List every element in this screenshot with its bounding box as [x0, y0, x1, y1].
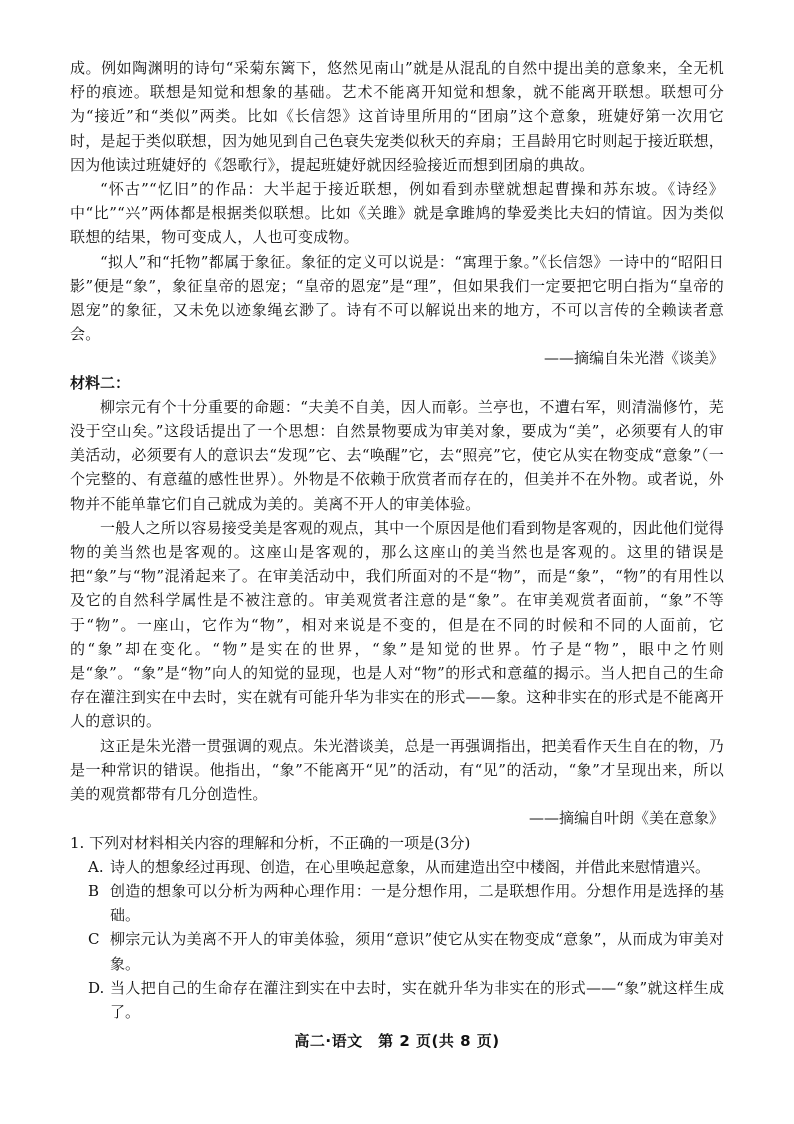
option-label: D. [88, 978, 105, 997]
option-text: 当人把自己的生命存在灌注到实在中去时，实在就升华为非实在的形式——“象”就这样生成了。 [110, 978, 724, 1021]
material-one-paragraph-nostalgia: “怀古”“忆旧”的作品：大半起于接近联想，例如看到赤壁就想起曹操和苏东坡。《诗经》中“比”“兴”两体都是根据类似联想。比如《关雎》就是拿雎鸠的挚爱类比夫妇的情谊。因为类似联想的结果，物可变成人，人也可变成物。 [70, 180, 724, 247]
question-1-options [70, 855, 724, 1024]
question-1-option-b[interactable] [88, 879, 724, 927]
question-1-option-c[interactable] [88, 927, 724, 975]
material-one-paragraph-symbolism: “拟人”和“托物”都属于象征。象征的定义可以说是：“寓理于象。”《长信怨》一诗中的“昭阳日影”便是“象”，象征皇帝的恩宠；“皇帝的恩宠”是“理”，但如果我们一定要把它明白指为“皇帝的恩宠”的象征，又未免以迹象绳玄渺了。诗有不可以解说出来的地方，不可以言传的全赖读者意会。 [70, 252, 724, 344]
material-two-paragraph-3: 这正是朱光潜一贯强调的观点。朱光潜谈美，总是一再强调指出，把美看作天生自在的物，乃是一种常识的错误。他指出，“象”不能离开“见”的活动，有“见”的活动，“象”才呈现出来，所以美的观赏都带有几分创造性。 [70, 736, 724, 804]
exam-page [70, 56, 724, 1024]
question-1-stem: 1. 下列对材料相关内容的理解和分析，不正确的一项是(3分) [70, 833, 471, 852]
option-label: A. [88, 857, 104, 876]
material-two-heading: 材料二： [70, 373, 131, 392]
option-label: B [88, 881, 100, 900]
material-one-paragraph-continued: 成。例如陶渊明的诗句“采菊东篱下，悠然见南山”就是从混乱的自然中提出美的意象来，全无机杼的痕迹。联想是知觉和想象的基础。艺术不能离开知觉和想象，就不能离开联想。联想可分为“接近”和“类似”两类。比如《长信怨》这首诗里所用的“团扇”这个意象，班婕妤第一次用它时，是起于类似联想，因为她见到自己色衰失宠类似秋天的弃扇；王昌龄用它时则起于接近联想，因为他读过班婕妤的《怨歌行》，提起班婕妤就因经验接近而想到团扇的典故。 [70, 59, 724, 174]
material-one-source: ——摘编自朱光潜《谈美》 [543, 349, 724, 368]
option-label: C [88, 930, 100, 949]
page-footer: 高二·语文 第 2 页(共 8 页) [294, 1032, 500, 1050]
question-1-option-a[interactable] [88, 855, 724, 879]
material-two-paragraph-2: 一般人之所以容易接受美是客观的观点，其中一个原因是他们看到物是客观的，因此他们觉得物的美当然也是客观的。这座山是客观的，那么这座山的美当然也是客观的。这里的错误是把“象”与“物”混淆起来了。在审美活动中，我们所面对的不是“物”，而是“象”，“物”的有用性以及它的自然科学属性是不被注意的。审美观赏者注意的是“象”。在审美观赏者面前，“象”不等于“物”。一座山，它作为“物”，相对来说是不变的，但是在不同的时候和不同的人面前，它的“象”却在变化。“物”是实在的世界，“象”是知觉的世界。竹子是“物”，眼中之竹则是“象”。“象”是“物”向人的知觉的显现，也是人对“物”的形式和意蕴的揭示。当人把自己的生命存在灌注到实在中去时，实在就有可能升华为非实在的形式——象。这种非实在的形式是不能离开人的意识的。 [70, 518, 724, 731]
option-text: 柳宗元认为美离不开人的审美体验，须用“意识”使它从实在物变成“意象”，从而成为审美对象。 [110, 930, 724, 973]
option-text: 诗人的想象经过再现、创造，在心里唤起意象，从而建造出空中楼阁，并借此来慰情遣兴。 [110, 857, 711, 876]
material-two-paragraph-1: 柳宗元有个十分重要的命题：“夫美不自美，因人而彰。兰亭也，不遭右军，则清湍修竹，芜没于空山矣。”这段话提出了一个思想：自然景物要成为审美对象，要成为“美”，必须要有人的审美活动，必须要有人的意识去“发现”它、去“唤醒”它，去“照亮”它，使它从实在物变成“意象”（一个完整的、有意蕴的感性世界）。外物是不依赖于欣赏者而存在的，但美并不在外物。或者说，外物并不能单靠它们自己就成为美的。美离不开人的审美体验。 [70, 397, 724, 513]
question-1-option-d[interactable] [88, 976, 724, 1024]
material-two-source: ——摘编自叶朗《美在意象》 [528, 809, 724, 828]
option-text: 创造的想象可以分析为两种心理作用：一是分想作用，二是联想作用。分想作用是选择的基础。 [110, 881, 724, 925]
